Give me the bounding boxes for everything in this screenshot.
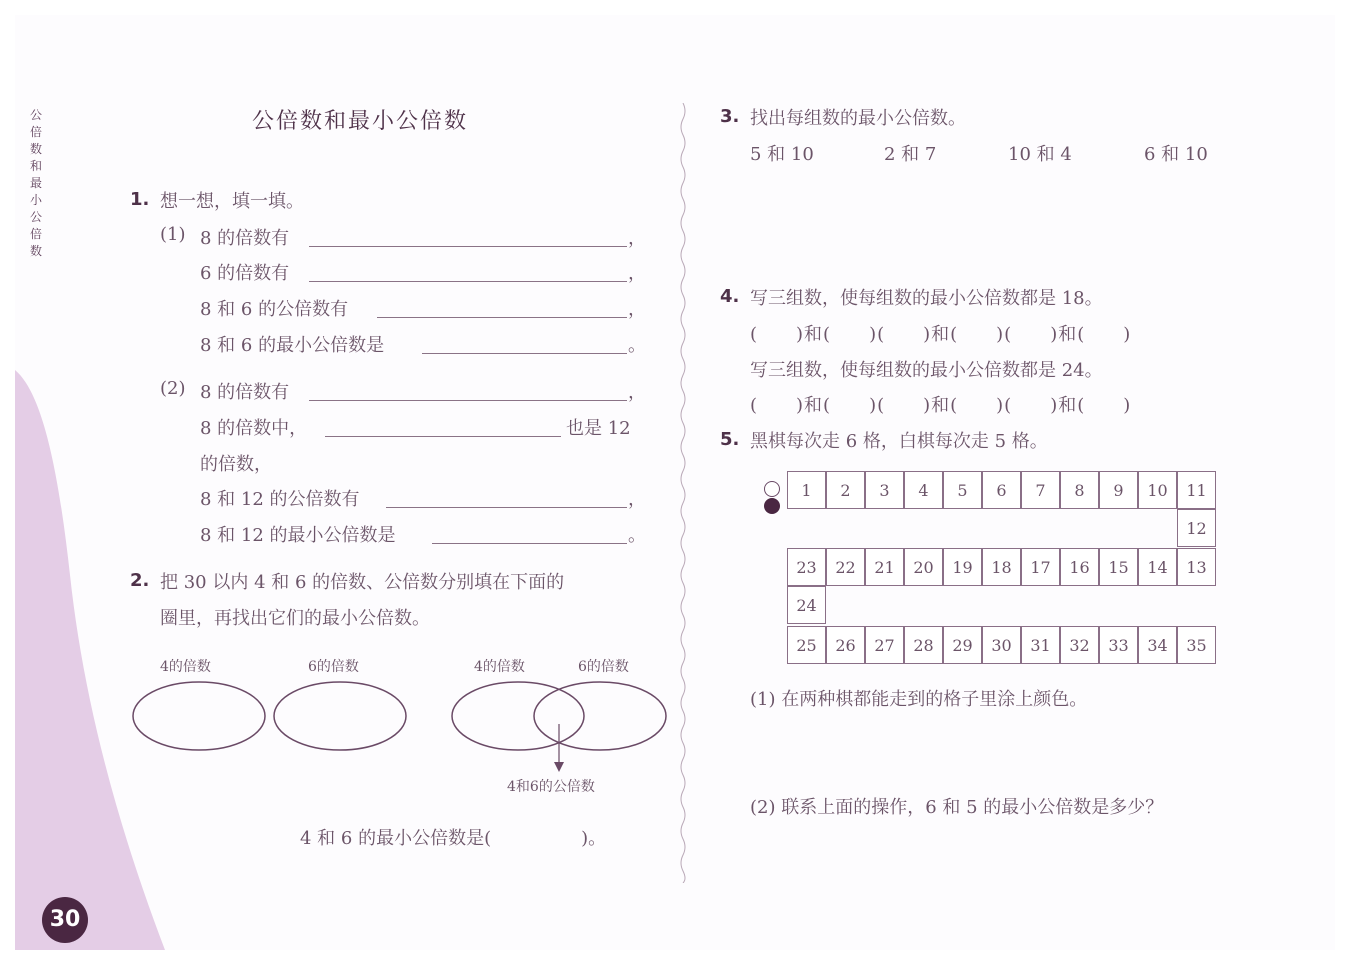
- q2-line2: 圈里，再找出它们的最小公倍数。: [160, 608, 430, 629]
- q2-label-4-left: 4的倍数: [160, 659, 211, 675]
- q2-answer: 4 和 6 的最小公倍数是( )。: [300, 828, 607, 849]
- board-cell[interactable]: 17: [1021, 548, 1060, 586]
- board-cell[interactable]: 5: [943, 471, 982, 509]
- board-cell[interactable]: 1: [787, 471, 826, 509]
- q1-p1-line1-text: 8 的倍数有: [200, 228, 290, 249]
- board-cell[interactable]: 22: [826, 548, 865, 586]
- board-cell[interactable]: 31: [1021, 626, 1060, 664]
- page-title: 公倍数和最小公倍数: [252, 109, 469, 134]
- q1-p1-line1-blank[interactable]: [309, 232, 627, 247]
- board-cell[interactable]: 20: [904, 548, 943, 586]
- board-cell[interactable]: 34: [1138, 626, 1177, 664]
- q1-p1-line2-comma: ，: [628, 263, 646, 284]
- board-cell[interactable]: 26: [826, 626, 865, 664]
- board-cell[interactable]: 12: [1177, 509, 1216, 547]
- ellipse-6-multiples-venn[interactable]: [534, 682, 666, 750]
- board-cell[interactable]: 24: [787, 586, 826, 624]
- q4-number: 4.: [720, 286, 740, 307]
- q4-blanks-18[interactable]: ( )和( )( )和( )( )和( ): [750, 324, 1132, 345]
- q1-number: 1.: [130, 189, 150, 210]
- q1-part1-label: (1): [160, 224, 186, 245]
- ellipse-6-multiples[interactable]: [274, 682, 406, 750]
- page-number: 30: [42, 897, 88, 943]
- board-cell[interactable]: 3: [865, 471, 904, 509]
- q2-label-6-right: 6的倍数: [578, 659, 629, 675]
- board-cell[interactable]: 19: [943, 548, 982, 586]
- q1-p2-line2-blank[interactable]: [325, 422, 561, 437]
- board-cell[interactable]: 14: [1138, 548, 1177, 586]
- board-cell[interactable]: 33: [1099, 626, 1138, 664]
- board-cell[interactable]: 18: [982, 548, 1021, 586]
- q4-line2: 写三组数，使每组数的最小公倍数都是 24。: [750, 360, 1103, 381]
- black-stone[interactable]: [764, 498, 780, 514]
- q2-number: 2.: [130, 570, 150, 591]
- q1-p1-line4-blank[interactable]: [422, 339, 627, 354]
- arrow-down-icon: [554, 762, 564, 772]
- q1-p1-line1-comma: ，: [628, 228, 646, 249]
- side-title: 公倍数和最小公倍数: [29, 108, 42, 258]
- q3-prompt: 找出每组数的最小公倍数。: [750, 108, 966, 129]
- q1-p1-line3-text: 8 和 6 的公倍数有: [200, 299, 349, 320]
- board-cell[interactable]: 30: [982, 626, 1021, 664]
- q1-p1-line2-text: 6 的倍数有: [200, 263, 290, 284]
- board-cell[interactable]: 8: [1060, 471, 1099, 509]
- white-stone[interactable]: [764, 481, 780, 497]
- q2-ellipses: [128, 676, 673, 776]
- board-cell[interactable]: 10: [1138, 471, 1177, 509]
- ellipse-4-multiples-venn[interactable]: [452, 682, 584, 750]
- q1-p1-line3-comma: ，: [628, 299, 646, 320]
- q1-p2-line3-comma: ，: [628, 489, 646, 510]
- board-cell[interactable]: 4: [904, 471, 943, 509]
- q1-p2-line1-blank[interactable]: [309, 386, 627, 401]
- q1-p2-line4-text: 8 和 12 的最小公倍数是: [200, 525, 396, 546]
- board-cell[interactable]: 23: [787, 548, 826, 586]
- q5-prompt: 黑棋每次走 6 格，白棋每次走 5 格。: [750, 431, 1048, 452]
- q2-label-common: 4和6的公倍数: [507, 779, 595, 795]
- q2-line1: 把 30 以内 4 和 6 的倍数、公倍数分别填在下面的: [160, 572, 565, 593]
- board-cell[interactable]: 32: [1060, 626, 1099, 664]
- board-cell[interactable]: 2: [826, 471, 865, 509]
- board-cell[interactable]: 35: [1177, 626, 1216, 664]
- board-cell[interactable]: 9: [1099, 471, 1138, 509]
- q1-prompt: 想一想，填一填。: [160, 191, 304, 212]
- q2-label-4-right: 4的倍数: [474, 659, 525, 675]
- q3-pair-1: 5 和 10: [750, 144, 814, 165]
- q1-p2-line1-comma: ，: [628, 382, 646, 403]
- q3-pair-3: 10 和 4: [1008, 144, 1072, 165]
- ellipse-4-multiples[interactable]: [133, 682, 265, 750]
- q1-p2-line2-cont: 的倍数，: [200, 454, 272, 475]
- q5-sub1: (1) 在两种棋都能走到的格子里涂上颜色。: [750, 689, 1088, 710]
- q1-p2-line3-text: 8 和 12 的公倍数有: [200, 489, 360, 510]
- q5-sub2: (2) 联系上面的操作，6 和 5 的最小公倍数是多少？: [750, 797, 1164, 818]
- board-cell[interactable]: 27: [865, 626, 904, 664]
- board-cell[interactable]: 6: [982, 471, 1021, 509]
- board-cell[interactable]: 7: [1021, 471, 1060, 509]
- q4-blanks-24[interactable]: ( )和( )( )和( )( )和( ): [750, 395, 1132, 416]
- q1-p2-line3-blank[interactable]: [386, 493, 627, 508]
- q5-number: 5.: [720, 429, 740, 450]
- q1-p1-line4-text: 8 和 6 的最小公倍数是: [200, 335, 385, 356]
- board-cell[interactable]: 15: [1099, 548, 1138, 586]
- q1-p2-line1-text: 8 的倍数有: [200, 382, 290, 403]
- q1-p1-line2-blank[interactable]: [309, 267, 627, 282]
- board-cell[interactable]: 25: [787, 626, 826, 664]
- q1-p2-line2-text: 8 的倍数中，: [200, 418, 308, 439]
- q3-pair-4: 6 和 10: [1144, 144, 1208, 165]
- q2-label-6-left: 6的倍数: [308, 659, 359, 675]
- board-cell[interactable]: 29: [943, 626, 982, 664]
- q1-part2-label: (2): [160, 378, 186, 399]
- q1-p2-line2-tail: 也是 12: [566, 418, 631, 439]
- q1-p1-line4-period: 。: [628, 335, 646, 356]
- board-cell[interactable]: 13: [1177, 548, 1216, 586]
- board-cell[interactable]: 16: [1060, 548, 1099, 586]
- q1-p2-line4-period: 。: [628, 525, 646, 546]
- board-cell[interactable]: 28: [904, 626, 943, 664]
- board-cell[interactable]: 21: [865, 548, 904, 586]
- q3-pair-2: 2 和 7: [884, 144, 937, 165]
- q1-p1-line3-blank[interactable]: [377, 303, 627, 318]
- q3-number: 3.: [720, 106, 740, 127]
- board-cell[interactable]: 11: [1177, 471, 1216, 509]
- q4-line1: 写三组数，使每组数的最小公倍数都是 18。: [750, 288, 1103, 309]
- center-divider: [675, 103, 691, 883]
- q1-p2-line4-blank[interactable]: [432, 529, 627, 544]
